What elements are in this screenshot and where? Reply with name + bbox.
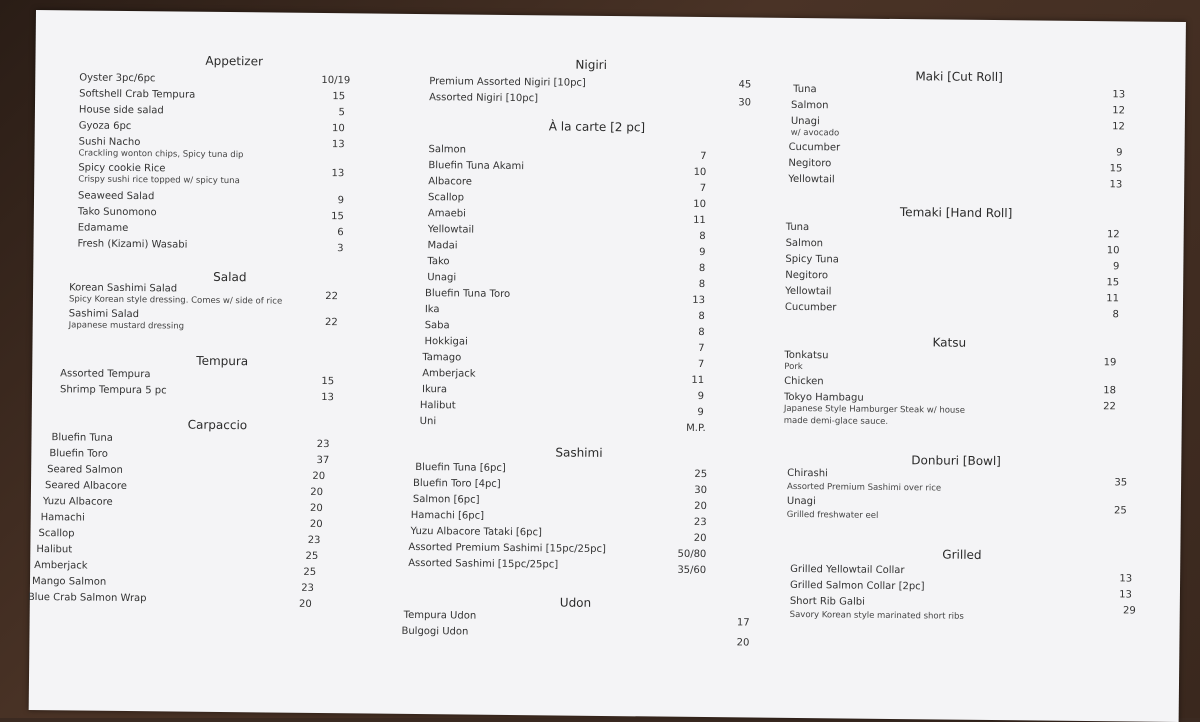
menu-item: Halibut [36, 544, 73, 556]
menu-item-description: Crispy sushi rice topped w/ spicy tuna [78, 174, 240, 187]
menu-item: Madai [427, 240, 458, 252]
menu-price: 23 [307, 534, 321, 547]
menu-item: Bulgogi Udon [401, 625, 469, 638]
menu-item: Short Rib Galbi [789, 595, 865, 608]
menu-item: Assorted Tempura [60, 368, 151, 381]
menu-item: Tokyo Hambagu [783, 391, 864, 404]
menu-price: 7 [699, 182, 707, 195]
menu-item: Cucumber [788, 141, 841, 154]
section-title-donburi: Donburi [Bowl] [911, 453, 1001, 469]
menu-price: 7 [697, 358, 705, 371]
menu-price: 9 [1112, 261, 1120, 273]
menu-price: 22 [324, 317, 338, 329]
menu-price: 25 [694, 468, 708, 481]
menu-item-description: Japanese mustard dressing [68, 320, 185, 332]
menu-price: 20 [309, 518, 323, 531]
menu-price: 6 [337, 227, 344, 239]
menu-price: 8 [698, 262, 706, 275]
menu-item: Spicy cookie Rice [78, 162, 166, 175]
menu-price: 23 [693, 516, 707, 529]
menu-item: Grilled Salmon Collar [2pc] [789, 579, 925, 593]
menu-item: Yuzu Albacore [42, 496, 113, 508]
menu-price: 13 [331, 168, 345, 180]
menu-item-description: Crackling wonton chips, Spicy tuna dip [78, 148, 244, 161]
menu-item: Premium Assorted Nigiri [10pc] [429, 76, 586, 89]
menu-price: 13 [1112, 89, 1126, 101]
menu-price: 18 [1103, 385, 1117, 397]
menu-item-description: Japanese Style Hamburger Steak w/ house [783, 403, 966, 416]
menu-item: Korean Sashimi Salad [69, 282, 178, 295]
menu-item: Saba [424, 320, 450, 332]
menu-item: Yellowtail [788, 173, 835, 186]
menu-price: 11 [693, 214, 706, 227]
menu-item: Amberjack [34, 560, 88, 572]
menu-item: Amaebi [427, 208, 466, 220]
menu-price: 15 [1109, 163, 1123, 175]
menu-item: Amberjack [422, 368, 476, 380]
menu-item: Sashimi Salad [68, 308, 140, 321]
menu-price: 11 [691, 374, 705, 387]
menu-item-description: made demi-glace sauce. [783, 415, 889, 427]
section-title-grilled: Grilled [942, 547, 982, 562]
section-title-sashimi: Sashimi [555, 445, 603, 460]
menu-price: 8 [1112, 309, 1119, 321]
menu-price: 12 [1112, 121, 1125, 133]
menu-item-description: w/ avocado [790, 127, 840, 139]
menu-item: Ikura [421, 384, 448, 396]
menu-item: Unagi [790, 115, 820, 128]
menu-item: Sushi Nacho [78, 136, 141, 149]
menu-price: 8 [698, 278, 706, 291]
menu-price: 29 [1122, 605, 1136, 617]
menu-price: 10/19 [321, 74, 351, 87]
menu-item: Spicy Tuna [785, 253, 839, 266]
menu-price: 25 [1114, 505, 1127, 517]
menu-item: Shrimp Tempura 5 pc [59, 384, 167, 397]
menu-price: 13 [1119, 589, 1132, 601]
menu-item: Tako [427, 256, 450, 268]
menu-price: 15 [331, 211, 344, 223]
menu-item-description: Pork [784, 361, 803, 373]
menu-item: Fresh (Kizami) Wasabi [77, 238, 188, 251]
menu-item: Yellowtail [427, 224, 475, 236]
menu-price: 7 [700, 150, 707, 163]
menu-price: 17 [736, 617, 750, 629]
menu-item: Scallop [427, 192, 465, 204]
menu-item: House side salad [78, 104, 164, 117]
menu-price: 20 [310, 486, 324, 499]
menu-item: Albacore [428, 176, 473, 188]
menu-item-description: Savory Korean style marinated short ribs [789, 609, 964, 622]
menu-price: 37 [316, 454, 330, 467]
menu-item: Bluefin Toro [49, 448, 108, 460]
menu-item: Negitoro [788, 157, 832, 170]
menu-price: 20 [694, 500, 707, 513]
menu-price: 15 [332, 91, 346, 103]
section-title-tempura: Tempura [196, 353, 249, 369]
menu-item: Tako Sunomono [77, 206, 157, 219]
menu-price: 30 [738, 97, 752, 109]
menu-price: 45 [738, 79, 752, 91]
menu-item: Yuzu Albacore Tataki [6pc] [410, 525, 543, 539]
menu-price: 20 [693, 532, 707, 545]
menu-item: Chicken [784, 375, 824, 388]
menu-price: 13 [1109, 179, 1123, 191]
menu-item-description: Assorted Premium Sashimi over rice [786, 481, 942, 494]
menu-price: 10 [1106, 245, 1120, 257]
menu-price: 25 [303, 566, 317, 578]
section-title-carpaccio: Carpaccio [187, 417, 248, 433]
menu-item: Tamago [422, 352, 462, 364]
menu-price: 30 [694, 484, 708, 497]
menu-item: Yellowtail [785, 285, 832, 298]
menu-price: 23 [316, 438, 330, 451]
menu-price: 8 [699, 230, 706, 243]
menu-item: Assorted Premium Sashimi [15pc/25pc] [408, 541, 607, 555]
menu-price: 20 [736, 637, 750, 649]
menu-item: Salmon [790, 99, 829, 112]
menu-price: 35/60 [677, 564, 707, 577]
menu-item: Assorted Sashimi [15pc/25pc] [408, 557, 559, 571]
section-title-temaki: Temaki [Hand Roll] [899, 205, 1013, 221]
section-title-katsu: Katsu [932, 335, 967, 350]
menu-item: Bluefin Tuna [6pc] [415, 461, 506, 474]
menu-price: 13 [321, 392, 335, 404]
menu-price: 13 [331, 139, 345, 151]
menu-price: 22 [1103, 401, 1116, 413]
menu-item: Tuna [785, 221, 810, 234]
menu-item: Seared Salmon [47, 464, 123, 476]
menu-item: Bluefin Tuna Akami [428, 160, 525, 173]
menu-item: Assorted Nigiri [10pc] [429, 92, 539, 105]
menu-item: Bluefin Tuna [51, 432, 113, 444]
menu-price: 5 [338, 107, 345, 119]
menu-price: 8 [698, 326, 705, 339]
menu-item: Oyster 3pc/6pc [79, 72, 156, 85]
menu-item: Salmon [785, 237, 824, 250]
menu-item: Ika [424, 304, 440, 316]
section-title-a-la-carte: À la carte [2 pc] [548, 119, 646, 135]
menu-item: Uni [419, 416, 437, 428]
menu-price: 11 [1106, 293, 1120, 305]
menu-item: Tuna [793, 83, 817, 96]
menu-price: 13 [692, 294, 706, 307]
menu-item: Salmon [428, 144, 467, 156]
menu-item: Seared Albacore [44, 480, 128, 492]
section-title-maki: Maki [Cut Roll] [915, 69, 1003, 85]
menu-item: Salmon [6pc] [412, 493, 480, 506]
menu-item: Seaweed Salad [77, 190, 155, 203]
menu-price: 10 [331, 123, 345, 135]
menu-price: 10 [693, 166, 707, 179]
menu-price: 20 [312, 470, 326, 483]
menu-price: 23 [301, 582, 315, 594]
menu-price: 7 [698, 342, 705, 355]
menu-item: Hokkigai [424, 336, 468, 348]
menu-item: Bluefin Toro [4pc] [413, 477, 501, 490]
menu-price: 20 [310, 502, 323, 515]
menu-item: Bluefin Tuna Toro [424, 288, 511, 300]
menu-price: 9 [1116, 147, 1123, 159]
menu-price: 9 [697, 390, 705, 403]
menu-price: 3 [337, 243, 344, 255]
menu-price: 15 [321, 376, 335, 388]
menu-item: Softshell Crab Tempura [79, 88, 196, 101]
menu-item: Hamachi [40, 512, 85, 524]
menu-item: Grilled Yellowtail Collar [790, 563, 905, 577]
menu-price: 9 [697, 406, 704, 419]
menu-price: 22 [325, 291, 339, 303]
menu-price: 12 [1106, 229, 1120, 241]
menu-item: Chirashi [787, 467, 828, 480]
menu-price: 50/80 [677, 548, 707, 561]
menu-item-description: Grilled freshwater eel [786, 509, 879, 521]
menu-price: 9 [337, 195, 345, 207]
menu-item: Unagi [427, 272, 457, 284]
menu-item: Tonkatsu [784, 349, 829, 362]
menu-item: Scallop [38, 528, 75, 540]
menu-price: 13 [1119, 573, 1133, 585]
section-title-nigiri: Nigiri [575, 57, 608, 72]
menu-item: Gyoza 6pc [78, 120, 132, 133]
menu-sheet [29, 10, 1186, 722]
menu-item: Hamachi [6pc] [410, 509, 485, 522]
menu-item: Cucumber [784, 301, 837, 314]
menu-price: 15 [1106, 277, 1120, 289]
menu-price: M.P. [686, 422, 706, 435]
menu-price: 9 [699, 246, 706, 259]
section-title-udon: Udon [559, 595, 592, 610]
menu-item: Negitoro [785, 269, 829, 282]
section-title-salad: Salad [213, 269, 247, 285]
menu-price: 35 [1114, 477, 1128, 489]
menu-price: 19 [1103, 357, 1117, 369]
section-title-appetizer: Appetizer [205, 53, 264, 69]
menu-item: Blue Crab Salmon Wrap [27, 591, 147, 605]
menu-item: Unagi [786, 495, 816, 508]
menu-price: 25 [305, 550, 319, 562]
menu-price: 12 [1112, 105, 1126, 117]
menu-price: 20 [298, 598, 312, 610]
menu-item: Mango Salmon [31, 575, 107, 588]
menu-item: Edamame [77, 222, 129, 234]
menu-price: 8 [698, 310, 705, 323]
menu-item: Halibut [419, 400, 456, 412]
menu-item-description: Spicy Korean style dressing. Comes w/ side of rice [68, 294, 283, 307]
menu-price: 10 [693, 198, 707, 211]
menu-item: Tempura Udon [403, 609, 477, 622]
